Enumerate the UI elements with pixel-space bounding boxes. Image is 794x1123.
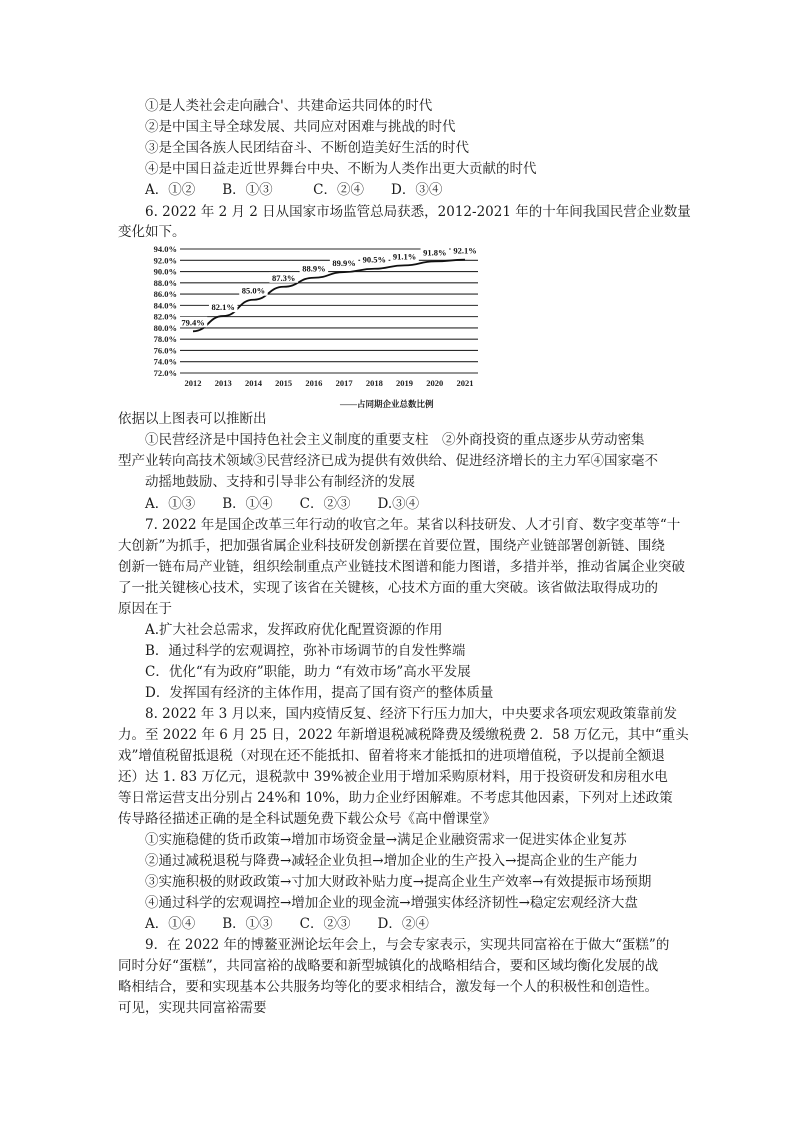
- svg-text:85.0%: 85.0%: [241, 285, 266, 296]
- q8-stem-line-3: 戏”增值税留抵退税（对现在还不能抵扣、留着将来才能抵扣的进项增值税，予以提前全额退: [118, 748, 665, 764]
- q7-stem-line-3: 创新一链布局产业链，组织绘制重点产业链技术图谱和能力图谱，多措并举，推动省属企业突破: [118, 559, 685, 575]
- y-tick-label: 76.0%: [153, 345, 177, 356]
- svg-text:92.1%: 92.1%: [453, 245, 477, 256]
- y-tick-label: 92.0%: [153, 255, 177, 266]
- y-tick-label: 86.0%: [153, 289, 177, 300]
- svg-text:82.1%: 82.1%: [211, 302, 235, 313]
- q7-stem-line-2: 大创新”为抓手，把加强省属企业科技研发创新摆在首要位置，围绕产业链部署创新链、围绕: [118, 538, 665, 554]
- x-tick-label: 2013: [214, 378, 232, 388]
- q5-choices: A．①② B．①③ C．②④ D．③④: [145, 182, 443, 198]
- x-tick-label: 2021: [456, 378, 474, 388]
- data-label: [239, 285, 268, 296]
- chart-y-axis: [154, 244, 177, 378]
- q5-option-4: ④是中国日益走近世界舞台中央、不断为人类作出更大贡献的时代: [145, 161, 537, 177]
- svg-text:91.1%: 91.1%: [392, 251, 417, 262]
- q5-option-3: ③是全国各族人民团结奋斗、不断创造美好生活的时代: [145, 140, 469, 156]
- svg-text:91.8%: 91.8%: [423, 247, 447, 258]
- svg-text:89.9%: 89.9%: [332, 258, 356, 269]
- q7-option-a: A.扩大社会总需求，发挥政府优化配置资源的作用: [145, 622, 443, 638]
- q8-option-3: ③实施积极的财政政策→寸加大财政补贴力度→提高企业生产效率→有效提振市场预期: [145, 874, 652, 890]
- data-label: [451, 245, 480, 256]
- svg-text:87.3%: 87.3%: [271, 272, 296, 283]
- private-enterprise-chart: [140, 241, 485, 411]
- svg-text:79.4%: 79.4%: [181, 317, 205, 328]
- x-tick-label: 2019: [396, 378, 414, 388]
- q8-stem-line-6: 传导路径描述正确的是全科试题免费下载公众号《高中僧课堂》: [118, 811, 496, 827]
- y-tick-label: 84.0%: [153, 300, 177, 311]
- y-tick-label: 88.0%: [153, 277, 177, 288]
- q7-stem-line-5: 原因在于: [118, 601, 172, 617]
- q7-option-d: D．发挥国有经济的主体作用，提高了国有资产的整体质量: [145, 685, 494, 701]
- q7-stem-line-4: 了一批关键核心技术，实现了该省在关键核，心技术方面的重大突破。该省做法取得成功的: [118, 580, 658, 596]
- chart-data-labels: [179, 245, 480, 327]
- q5-option-2: ②是中国主导全球发展、共同应对困难与挑战的时代: [145, 119, 456, 135]
- x-tick-label: 2018: [365, 378, 383, 388]
- q8-stem-line-2: 力。至 2022 年 6 月 25 日，2022 年新增退税减税降费及缓缴税费 2．58 万亿元，其中“重头: [118, 727, 689, 743]
- q8-option-4: ④通过科学的宏观调控→增加企业的现金流→增强实体经济韧性→稳定宏观经济大盘: [145, 895, 638, 911]
- q9-stem-line-4: 可见，实现共同富裕需要: [118, 1000, 267, 1016]
- data-label: [360, 254, 389, 264]
- q6-option-line-2: 型产业转向高技术领域③民营经济已成为提供有效供给、促进经济增长的主力军④国家毫不: [118, 453, 658, 469]
- x-tick-label: 2014: [244, 378, 262, 388]
- q6-ask: 依据以上图表可以推断出: [118, 411, 267, 427]
- q6-choices: A．①③ B．①④ C．②③ D.③④: [145, 496, 420, 512]
- q9-stem-line-2: 同时分好“蛋糕”，共同富裕的战略要和新型城镇化的战略相结合，要和区域均衡化发展的战: [118, 958, 659, 974]
- q8-choices: A．①④ B．①③ C．②③ D．②④: [145, 916, 429, 932]
- q7-stem-line-1: 7. 2022 年是国企改革三年行动的收官之年。某省以科技研发、人才引育、数字变革等“十: [145, 517, 681, 533]
- q8-stem-line-1: 8. 2022 年 3 月以来，国内疫情反复、经济下行压力加大，中央要求各项宏观政策靠前发: [145, 706, 677, 722]
- chart-x-axis: [185, 378, 474, 388]
- y-tick-label: 74.0%: [153, 356, 177, 367]
- data-label: [209, 302, 238, 313]
- q6-option-line-1: ①民营经济是中国持色社会主义制度的重要支柱 ②外商投资的重点逐步从劳动密集: [145, 432, 645, 448]
- q6-stem-line-2: 变化如下。: [118, 224, 186, 240]
- data-label: [179, 317, 208, 328]
- q6-option-line-3: 动摇地鼓励、支持和引导非公有制经济的发展: [145, 474, 415, 490]
- q9-stem-line-3: 略相结合，要和实现基本公共服务均等化的要求相结合，激发每一个人的积极性和创造性。: [118, 979, 658, 995]
- x-tick-label: 2020: [426, 378, 444, 388]
- chart-legend: ——占同期企业总数比例: [340, 399, 434, 409]
- x-tick-label: 2012: [184, 378, 202, 388]
- y-tick-label: 82.0%: [153, 311, 177, 322]
- q8-option-2: ②通过减税退税与降费→减轻企业负担→增加企业的生产投入→提高企业的生产能力: [145, 853, 638, 869]
- data-label: [300, 263, 329, 274]
- q7-option-b: B．通过科学的宏观调控，弥补市场调节的自发性弊端: [145, 643, 466, 659]
- q7-option-c: C．优化“有为政府”职能，助力 “有效市场”高水平发展: [145, 664, 471, 680]
- y-tick-label: 80.0%: [153, 322, 177, 333]
- y-tick-label: 94.0%: [153, 244, 177, 254]
- svg-text:88.9%: 88.9%: [302, 263, 326, 274]
- x-tick-label: 2016: [305, 378, 323, 388]
- y-tick-label: 90.0%: [153, 266, 177, 277]
- q8-stem-line-5: 等日常运营支出分别占 24%和 10%，助力企业纾困解难。不考虑其他因素，下列对上述政策: [118, 790, 673, 806]
- y-tick-label: 78.0%: [153, 334, 177, 345]
- q8-option-1: ①实施稳健的货币政策→增加市场资金量→满足企业融资需求一促进实体企业复苏: [145, 832, 627, 848]
- q9-stem-line-1: 9．在 2022 年的博鳌亚洲论坛年会上，与会专家表示，实现共同富裕在于做大“蛋糕”的: [145, 937, 670, 953]
- y-tick-label: 72.0%: [153, 368, 177, 378]
- svg-text:90.5%: 90.5%: [362, 254, 387, 265]
- q5-option-1: ①是人类社会走向融合'、共建命运共同体的时代: [145, 98, 433, 114]
- data-label: [269, 272, 298, 283]
- data-label: [421, 247, 450, 258]
- chart-series-line: [193, 260, 465, 332]
- q6-stem-line-1: 6. 2022 年 2 月 2 日从国家市场监管总局获悉，2012-2021 年的十年间我国民营企业数量: [145, 204, 691, 220]
- x-tick-label: 2015: [275, 378, 293, 388]
- x-tick-label: 2017: [335, 378, 353, 388]
- data-label: [390, 251, 419, 262]
- q8-stem-line-4: 还）达 1. 83 万亿元，退税款中 39%被企业用于增加采购原材料，用于投资研发和房租水电: [118, 769, 668, 785]
- data-label: [330, 258, 359, 269]
